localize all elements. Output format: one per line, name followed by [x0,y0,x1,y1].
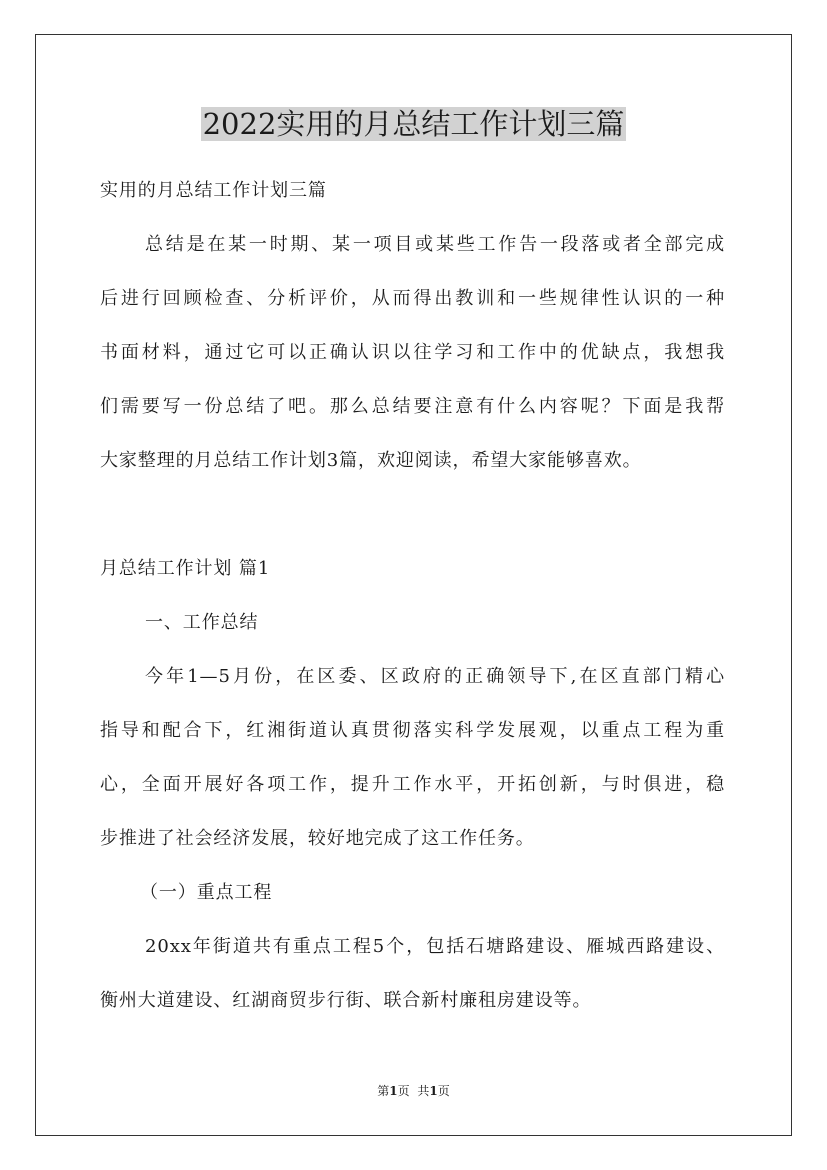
document-subtitle: 实用的月总结工作计划三篇 [100,180,327,201]
intro-line-4: 们需要写一份总结了吧。那么总结要注意有什么内容呢？下面是我帮 [100,396,725,417]
para1-line-2: 指导和配合下，红湘街道认真贯彻落实科学发展观，以重点工程为重 [100,720,725,741]
page-footer [0,1082,827,1099]
para2-line-1: 20xx年街道共有重点工程5个，包括石塘路建设、雁城西路建设、 [145,936,725,957]
para1-line-3: 心，全面开展好各项工作，提升工作水平，开拓创新，与时俱进，稳 [100,774,725,795]
para1-line-4: 步推进了社会经济发展，较好地完成了这工作任务。 [100,828,535,849]
section-heading: 月总结工作计划 篇1 [100,558,271,579]
sub-heading: 一、工作总结 [145,612,259,633]
footer-total-suffix: 页 [437,1084,450,1098]
footer-total-prefix: 共 [417,1084,430,1098]
sub-sub-heading: （一）重点工程 [140,882,273,903]
intro-line-3: 书面材料，通过它可以正确认识以往学习和工作中的优缺点，我想我 [100,342,725,363]
footer-page-number: 1 [389,1084,398,1098]
para1-line-1: 今年1—5月份，在区委、区政府的正确领导下,在区直部门精心 [145,666,725,687]
footer-total-number: 1 [429,1084,438,1098]
document-title [0,104,827,144]
footer-page-suffix: 页 [397,1084,410,1098]
intro-line-2: 后进行回顾检查、分析评价，从而得出教训和一些规律性认识的一种 [100,288,725,309]
intro-line-5: 大家整理的月总结工作计划3篇，欢迎阅读，希望大家能够喜欢。 [100,450,642,471]
blank-line [100,488,725,542]
intro-line-1: 总结是在某一时期、某一项目或某些工作告一段落或者全部完成 [145,234,725,255]
para2-line-2: 衡州大道建设、红湖商贸步行街、联合新村廉租房建设等。 [100,990,592,1011]
footer-page-prefix: 第 [377,1084,390,1098]
document-body [100,164,725,1028]
document-title-text: 2022实用的月总结工作计划三篇 [202,107,625,141]
